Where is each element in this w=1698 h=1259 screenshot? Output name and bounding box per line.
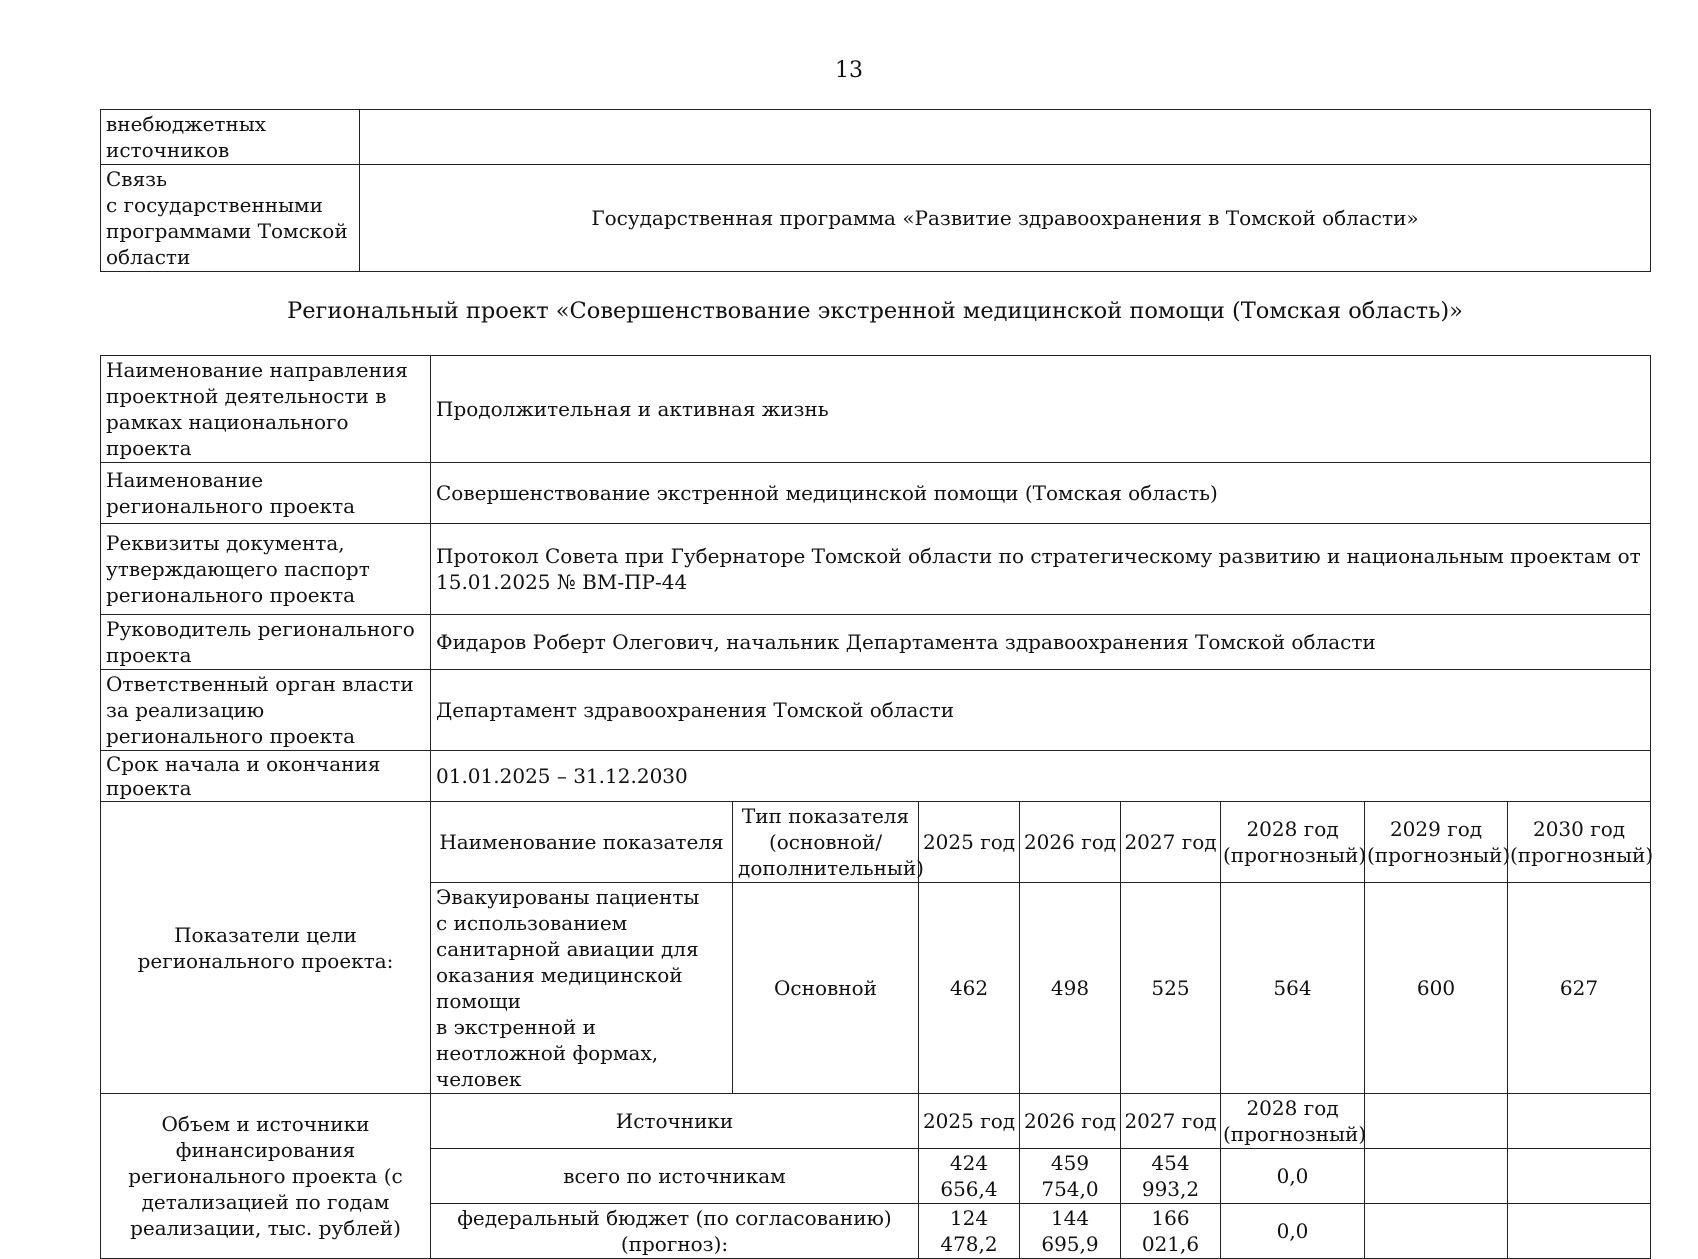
project-head-label: Руководитель регионального проекта <box>101 615 431 670</box>
table-row <box>101 110 1651 165</box>
table-row <box>101 356 1651 463</box>
extrabudget-label: внебюджетных источников <box>101 110 360 165</box>
document-label: Реквизиты документа, утверждающего паспорт регионального проекта <box>101 524 431 615</box>
indicator-2029: 600 <box>1365 883 1508 1094</box>
empty-cell <box>1365 1149 1508 1204</box>
page-number: 13 <box>835 58 863 83</box>
year-2027-header: 2027 год <box>1121 802 1221 883</box>
table-row <box>101 165 1651 272</box>
indicator-2030: 627 <box>1508 883 1651 1094</box>
project-name-label: Наименование регионального проекта <box>101 463 431 524</box>
table-row <box>101 615 1651 670</box>
total-sources-label: всего по источникам <box>431 1149 919 1204</box>
federal-2027: 166 021,6 <box>1121 1204 1221 1259</box>
direction-value: Продолжительная и активная жизнь <box>431 356 1651 463</box>
empty-cell <box>1508 1149 1651 1204</box>
federal-2026: 144 695,9 <box>1020 1204 1121 1259</box>
sources-header: Источники <box>431 1094 919 1149</box>
indicator-name-header: Наименование показателя <box>431 802 733 883</box>
fin-year-2026-header: 2026 год <box>1020 1094 1121 1149</box>
state-programs-value: Государственная программа «Развитие здравоохранения в Томской области» <box>360 165 1651 272</box>
table-row <box>101 670 1651 751</box>
project-head-value: Фидаров Роберт Олегович, начальник Департамента здравоохранения Томской области <box>431 615 1651 670</box>
year-2028-header: 2028 год (прогнозный) <box>1221 802 1365 883</box>
table-row <box>101 524 1651 615</box>
empty-cell <box>1365 1204 1508 1259</box>
term-label: Срок начала и окончания проекта <box>101 751 431 802</box>
table-row <box>101 751 1651 802</box>
document-value: Протокол Совета при Губернаторе Томской области по стратегическому развитию и национальным проектам от 15.01.2025 № ВМ-ПР-44 <box>431 524 1651 615</box>
indicator-2028: 564 <box>1221 883 1365 1094</box>
federal-2028: 0,0 <box>1221 1204 1365 1259</box>
project-passport-table <box>100 355 1654 1259</box>
top-table <box>100 109 1651 272</box>
extrabudget-value <box>360 110 1651 165</box>
empty-cell <box>1365 1094 1508 1149</box>
total-2027: 454 993,2 <box>1121 1149 1221 1204</box>
total-2028: 0,0 <box>1221 1149 1365 1204</box>
year-2030-header: 2030 год (прогнозный) <box>1508 802 1651 883</box>
direction-label: Наименование направления проектной деятельности в рамках национального проекта <box>101 356 431 463</box>
indicator-2026: 498 <box>1020 883 1121 1094</box>
table-row <box>101 463 1651 524</box>
responsible-org-label: Ответственный орган власти за реализацию регионального проекта <box>101 670 431 751</box>
federal-2025: 124 478,2 <box>919 1204 1020 1259</box>
indicator-2025: 462 <box>919 883 1020 1094</box>
fin-year-2025-header: 2025 год <box>919 1094 1020 1149</box>
empty-cell <box>1508 1204 1651 1259</box>
state-programs-label: Связь с государственными программами Томской области <box>101 165 360 272</box>
table-row <box>101 1094 1651 1149</box>
federal-budget-label: федеральный бюджет (по согласованию) (прогноз): <box>431 1204 919 1259</box>
section-title: Региональный проект «Совершенствование экстренной медицинской помощи (Томская область)» <box>287 298 1463 324</box>
indicator-type-header: Тип показателя (основной/ дополнительный) <box>733 802 919 883</box>
financing-label: Объем и источники финансирования регионального проекта (с детализацией по годам реализации, тыс. рублей) <box>101 1094 431 1259</box>
year-2026-header: 2026 год <box>1020 802 1121 883</box>
indicator-2027: 525 <box>1121 883 1221 1094</box>
indicator-type: Основной <box>733 883 919 1094</box>
responsible-org-value: Департамент здравоохранения Томской области <box>431 670 1651 751</box>
indicator-name: Эвакуированы пациенты с использованием санитарной авиации для оказания медицинской помощи в экстренной и неотложной формах, человек <box>431 883 733 1094</box>
indicators-label: Показатели цели регионального проекта: <box>101 802 431 1094</box>
year-2025-header: 2025 год <box>919 802 1020 883</box>
table-row <box>101 802 1651 883</box>
project-name-value: Совершенствование экстренной медицинской помощи (Томская область) <box>431 463 1651 524</box>
term-value: 01.01.2025 – 31.12.2030 <box>431 751 1651 802</box>
empty-cell <box>1508 1094 1651 1149</box>
total-2025: 424 656,4 <box>919 1149 1020 1204</box>
year-2029-header: 2029 год (прогнозный) <box>1365 802 1508 883</box>
fin-year-2028-header: 2028 год (прогнозный) <box>1221 1094 1365 1149</box>
fin-year-2027-header: 2027 год <box>1121 1094 1221 1149</box>
total-2026: 459 754,0 <box>1020 1149 1121 1204</box>
